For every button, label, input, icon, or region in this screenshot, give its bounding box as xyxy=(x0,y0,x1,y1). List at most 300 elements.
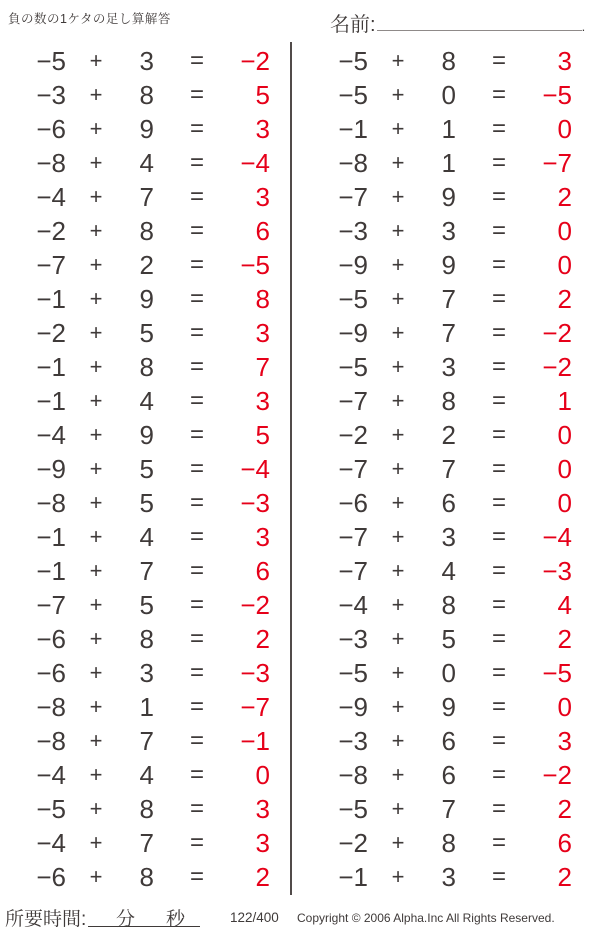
plus-sign: + xyxy=(89,422,103,447)
problem-row xyxy=(8,452,270,486)
operand-1: −1 xyxy=(36,351,66,382)
operand-1: −5 xyxy=(338,351,368,382)
operand-1: −3 xyxy=(338,623,368,654)
equals-sign: = xyxy=(189,421,204,448)
operand-1: −7 xyxy=(338,453,368,484)
operand-1: −9 xyxy=(338,691,368,722)
answer-value: −4 xyxy=(240,147,270,178)
answer-value: 0 xyxy=(557,453,572,484)
plus-sign: + xyxy=(89,252,103,277)
operand-1: −4 xyxy=(36,181,66,212)
name-label: 名前: xyxy=(330,14,376,36)
plus-sign: + xyxy=(391,796,405,821)
plus-sign: + xyxy=(89,830,103,855)
problem-row xyxy=(310,214,572,248)
answer-value: −3 xyxy=(240,487,270,518)
operand-2: 9 xyxy=(139,419,154,450)
name-line-end-dot: . xyxy=(581,19,586,34)
elapsed-time-label: 所要時間: xyxy=(5,909,87,930)
problem-row xyxy=(8,486,270,520)
equals-sign: = xyxy=(491,149,506,176)
operand-1: −6 xyxy=(36,113,66,144)
answer-value: 2 xyxy=(557,623,572,654)
problem-row xyxy=(310,690,572,724)
copyright-notice: Copyright © 2006 Alpha.Inc All Rights Reserved. xyxy=(297,911,555,925)
plus-sign: + xyxy=(391,626,405,651)
operand-2: 1 xyxy=(441,113,456,144)
minutes-label: 分 xyxy=(116,909,136,930)
problem-row xyxy=(8,656,270,690)
equals-sign: = xyxy=(189,863,204,890)
operand-1: −2 xyxy=(36,215,66,246)
operand-1: −3 xyxy=(338,725,368,756)
operand-1: −8 xyxy=(338,147,368,178)
equals-sign: = xyxy=(189,795,204,822)
equals-sign: = xyxy=(189,625,204,652)
operand-2: 1 xyxy=(441,147,456,178)
answer-value: −7 xyxy=(240,691,270,722)
equals-sign: = xyxy=(491,523,506,550)
plus-sign: + xyxy=(89,626,103,651)
operand-1: −5 xyxy=(36,793,66,824)
answer-value: 3 xyxy=(557,45,572,76)
problem-row xyxy=(8,180,270,214)
answer-value: 0 xyxy=(557,215,572,246)
operand-2: 8 xyxy=(441,45,456,76)
operand-1: −7 xyxy=(338,181,368,212)
operand-2: 9 xyxy=(139,113,154,144)
problem-row xyxy=(8,758,270,792)
plus-sign: + xyxy=(391,592,405,617)
page-counter: 122/400 xyxy=(230,910,279,925)
plus-sign: + xyxy=(89,456,103,481)
plus-sign: + xyxy=(391,320,405,345)
answer-value: 2 xyxy=(255,861,270,892)
operand-2: 2 xyxy=(139,249,154,280)
operand-2: 4 xyxy=(139,521,154,552)
operand-2: 3 xyxy=(441,861,456,892)
answer-value: 3 xyxy=(557,725,572,756)
equals-sign: = xyxy=(491,795,506,822)
operand-2: 8 xyxy=(441,827,456,858)
equals-sign: = xyxy=(189,115,204,142)
answer-value: 6 xyxy=(557,827,572,858)
operand-2: 7 xyxy=(441,453,456,484)
problem-row xyxy=(310,622,572,656)
equals-sign: = xyxy=(491,863,506,890)
operand-2: 3 xyxy=(441,521,456,552)
problem-row xyxy=(8,384,270,418)
answer-value: 3 xyxy=(255,793,270,824)
operand-2: 9 xyxy=(441,249,456,280)
operand-2: 5 xyxy=(139,453,154,484)
equals-sign: = xyxy=(491,659,506,686)
operand-2: 5 xyxy=(139,487,154,518)
plus-sign: + xyxy=(89,660,103,685)
operand-1: −8 xyxy=(338,759,368,790)
operand-2: 1 xyxy=(139,691,154,722)
plus-sign: + xyxy=(391,422,405,447)
equals-sign: = xyxy=(491,829,506,856)
column-divider-line xyxy=(290,42,292,895)
plus-sign: + xyxy=(391,524,405,549)
equals-sign: = xyxy=(189,353,204,380)
problem-row xyxy=(310,350,572,384)
equals-sign: = xyxy=(189,251,204,278)
equals-sign: = xyxy=(189,761,204,788)
operand-1: −5 xyxy=(338,657,368,688)
footer xyxy=(0,901,600,933)
equals-sign: = xyxy=(491,285,506,312)
operand-1: −7 xyxy=(338,521,368,552)
problem-row xyxy=(8,622,270,656)
problem-row xyxy=(310,554,572,588)
answer-value: 0 xyxy=(557,249,572,280)
equals-sign: = xyxy=(189,591,204,618)
problem-row xyxy=(310,792,572,826)
equals-sign: = xyxy=(189,455,204,482)
operand-1: −4 xyxy=(36,419,66,450)
operand-2: 8 xyxy=(441,385,456,416)
plus-sign: + xyxy=(391,830,405,855)
problem-row xyxy=(8,146,270,180)
problem-row xyxy=(8,860,270,894)
plus-sign: + xyxy=(89,728,103,753)
plus-sign: + xyxy=(391,558,405,583)
operand-1: −4 xyxy=(36,827,66,858)
operand-2: 4 xyxy=(139,759,154,790)
problem-row xyxy=(8,554,270,588)
problems-column-left xyxy=(8,44,270,894)
operand-2: 0 xyxy=(441,657,456,688)
operand-1: −6 xyxy=(36,657,66,688)
operand-1: −5 xyxy=(338,793,368,824)
operand-2: 2 xyxy=(441,419,456,450)
answer-value: 5 xyxy=(255,419,270,450)
operand-1: −5 xyxy=(338,45,368,76)
problem-row xyxy=(310,452,572,486)
problem-row xyxy=(8,282,270,316)
problem-row xyxy=(8,248,270,282)
operand-2: 6 xyxy=(441,487,456,518)
answer-value: 3 xyxy=(255,113,270,144)
operand-2: 7 xyxy=(441,283,456,314)
answer-value: −7 xyxy=(542,147,572,178)
plus-sign: + xyxy=(89,558,103,583)
answer-value: 2 xyxy=(557,181,572,212)
problem-row xyxy=(8,214,270,248)
answer-value: 2 xyxy=(557,861,572,892)
answer-value: 3 xyxy=(255,317,270,348)
answer-value: 3 xyxy=(255,181,270,212)
problem-row xyxy=(310,78,572,112)
page-title: 負の数の1ケタの足し算解答 xyxy=(8,12,171,26)
equals-sign: = xyxy=(189,659,204,686)
seconds-label: 秒 xyxy=(166,909,186,930)
operand-2: 7 xyxy=(139,181,154,212)
answer-value: −1 xyxy=(240,725,270,756)
operand-1: −1 xyxy=(338,861,368,892)
plus-sign: + xyxy=(391,694,405,719)
problem-row xyxy=(310,316,572,350)
plus-sign: + xyxy=(391,218,405,243)
operand-2: 6 xyxy=(441,725,456,756)
plus-sign: + xyxy=(89,490,103,515)
operand-1: −2 xyxy=(338,419,368,450)
problem-row xyxy=(310,588,572,622)
operand-1: −3 xyxy=(338,215,368,246)
operand-2: 3 xyxy=(139,45,154,76)
plus-sign: + xyxy=(391,660,405,685)
equals-sign: = xyxy=(491,387,506,414)
answer-value: 6 xyxy=(255,555,270,586)
plus-sign: + xyxy=(89,388,103,413)
operand-1: −2 xyxy=(338,827,368,858)
operand-1: −2 xyxy=(36,317,66,348)
plus-sign: + xyxy=(391,286,405,311)
answer-value: −4 xyxy=(240,453,270,484)
operand-1: −8 xyxy=(36,691,66,722)
operand-2: 9 xyxy=(139,283,154,314)
operand-2: 8 xyxy=(139,793,154,824)
plus-sign: + xyxy=(89,762,103,787)
operand-1: −8 xyxy=(36,147,66,178)
equals-sign: = xyxy=(189,285,204,312)
operand-1: −1 xyxy=(36,521,66,552)
operand-1: −4 xyxy=(338,589,368,620)
operand-2: 7 xyxy=(139,827,154,858)
problem-row xyxy=(8,112,270,146)
plus-sign: + xyxy=(391,82,405,107)
answer-value: 3 xyxy=(255,521,270,552)
equals-sign: = xyxy=(491,455,506,482)
problem-row xyxy=(310,860,572,894)
plus-sign: + xyxy=(89,82,103,107)
equals-sign: = xyxy=(189,727,204,754)
answer-value: −2 xyxy=(542,317,572,348)
plus-sign: + xyxy=(391,762,405,787)
operand-2: 8 xyxy=(139,215,154,246)
operand-1: −5 xyxy=(338,283,368,314)
problem-row xyxy=(310,656,572,690)
answer-value: 1 xyxy=(557,385,572,416)
problem-row xyxy=(310,520,572,554)
plus-sign: + xyxy=(391,150,405,175)
operand-2: 6 xyxy=(441,759,456,790)
problem-row xyxy=(310,384,572,418)
equals-sign: = xyxy=(189,183,204,210)
equals-sign: = xyxy=(189,47,204,74)
problem-row xyxy=(8,826,270,860)
answer-value: −2 xyxy=(240,589,270,620)
operand-2: 8 xyxy=(139,861,154,892)
operand-2: 3 xyxy=(441,351,456,382)
equals-sign: = xyxy=(189,149,204,176)
answer-value: −5 xyxy=(542,657,572,688)
equals-sign: = xyxy=(189,829,204,856)
operand-2: 5 xyxy=(139,317,154,348)
equals-sign: = xyxy=(189,557,204,584)
operand-2: 7 xyxy=(139,555,154,586)
problem-row xyxy=(310,724,572,758)
answer-value: −2 xyxy=(240,45,270,76)
equals-sign: = xyxy=(491,591,506,618)
plus-sign: + xyxy=(391,388,405,413)
operand-2: 8 xyxy=(139,351,154,382)
problem-row xyxy=(310,146,572,180)
equals-sign: = xyxy=(491,47,506,74)
plus-sign: + xyxy=(89,864,103,889)
operand-1: −7 xyxy=(36,249,66,280)
equals-sign: = xyxy=(491,183,506,210)
problem-row xyxy=(310,282,572,316)
equals-sign: = xyxy=(491,489,506,516)
answer-value: −2 xyxy=(542,759,572,790)
answer-value: 8 xyxy=(255,283,270,314)
answer-value: 0 xyxy=(557,691,572,722)
answer-value: 0 xyxy=(255,759,270,790)
equals-sign: = xyxy=(189,319,204,346)
problem-row xyxy=(310,44,572,78)
problem-row xyxy=(310,180,572,214)
equals-sign: = xyxy=(189,387,204,414)
problem-row xyxy=(8,78,270,112)
operand-1: −1 xyxy=(36,385,66,416)
operand-1: −9 xyxy=(36,453,66,484)
plus-sign: + xyxy=(89,184,103,209)
plus-sign: + xyxy=(391,490,405,515)
equals-sign: = xyxy=(491,557,506,584)
operand-2: 5 xyxy=(441,623,456,654)
problem-row xyxy=(8,418,270,452)
operand-1: −5 xyxy=(338,79,368,110)
plus-sign: + xyxy=(391,184,405,209)
answer-value: 3 xyxy=(255,827,270,858)
operand-2: 7 xyxy=(441,793,456,824)
plus-sign: + xyxy=(89,524,103,549)
problem-row xyxy=(310,758,572,792)
answer-value: 0 xyxy=(557,487,572,518)
problem-row xyxy=(310,248,572,282)
plus-sign: + xyxy=(89,48,103,73)
equals-sign: = xyxy=(491,81,506,108)
problem-row xyxy=(8,588,270,622)
equals-sign: = xyxy=(189,217,204,244)
plus-sign: + xyxy=(391,456,405,481)
problem-row xyxy=(8,690,270,724)
operand-1: −7 xyxy=(338,385,368,416)
equals-sign: = xyxy=(189,81,204,108)
operand-1: −9 xyxy=(338,317,368,348)
plus-sign: + xyxy=(89,116,103,141)
operand-2: 5 xyxy=(139,589,154,620)
plus-sign: + xyxy=(391,252,405,277)
plus-sign: + xyxy=(89,286,103,311)
operand-1: −8 xyxy=(36,487,66,518)
name-field xyxy=(330,8,585,37)
answer-value: 2 xyxy=(557,793,572,824)
plus-sign: + xyxy=(391,728,405,753)
equals-sign: = xyxy=(491,353,506,380)
operand-2: 4 xyxy=(139,147,154,178)
problem-row xyxy=(8,520,270,554)
operand-2: 8 xyxy=(139,623,154,654)
operand-1: −7 xyxy=(36,589,66,620)
plus-sign: + xyxy=(391,354,405,379)
equals-sign: = xyxy=(491,319,506,346)
operand-1: −6 xyxy=(338,487,368,518)
operand-1: −4 xyxy=(36,759,66,790)
plus-sign: + xyxy=(89,694,103,719)
problem-row xyxy=(310,112,572,146)
answer-value: −5 xyxy=(240,249,270,280)
operand-1: −1 xyxy=(36,283,66,314)
operand-1: −5 xyxy=(36,45,66,76)
equals-sign: = xyxy=(189,523,204,550)
equals-sign: = xyxy=(491,761,506,788)
plus-sign: + xyxy=(89,592,103,617)
problem-row xyxy=(310,486,572,520)
operand-2: 3 xyxy=(441,215,456,246)
answer-value: 6 xyxy=(255,215,270,246)
answer-value: −4 xyxy=(542,521,572,552)
operand-1: −1 xyxy=(36,555,66,586)
plus-sign: + xyxy=(391,48,405,73)
problem-row xyxy=(8,792,270,826)
answer-value: −3 xyxy=(542,555,572,586)
equals-sign: = xyxy=(189,489,204,516)
operand-2: 8 xyxy=(139,79,154,110)
answer-value: 2 xyxy=(255,623,270,654)
plus-sign: + xyxy=(89,150,103,175)
operand-2: 7 xyxy=(139,725,154,756)
plus-sign: + xyxy=(89,354,103,379)
operand-2: 0 xyxy=(441,79,456,110)
plus-sign: + xyxy=(391,116,405,141)
answer-value: 0 xyxy=(557,419,572,450)
plus-sign: + xyxy=(89,320,103,345)
answer-value: 0 xyxy=(557,113,572,144)
equals-sign: = xyxy=(491,625,506,652)
problem-row xyxy=(8,316,270,350)
equals-sign: = xyxy=(491,251,506,278)
problems-column-right xyxy=(310,44,572,894)
operand-2: 9 xyxy=(441,181,456,212)
answer-value: 5 xyxy=(255,79,270,110)
answer-value: 3 xyxy=(255,385,270,416)
problem-row xyxy=(8,44,270,78)
operand-1: −7 xyxy=(338,555,368,586)
answer-value: −3 xyxy=(240,657,270,688)
equals-sign: = xyxy=(491,421,506,448)
problem-row xyxy=(310,826,572,860)
name-input-line[interactable] xyxy=(377,10,582,31)
operand-1: −8 xyxy=(36,725,66,756)
elapsed-time-input-line[interactable] xyxy=(88,904,200,930)
equals-sign: = xyxy=(491,693,506,720)
operand-1: −6 xyxy=(36,623,66,654)
answer-value: −5 xyxy=(542,79,572,110)
equals-sign: = xyxy=(491,115,506,142)
answer-value: 4 xyxy=(557,589,572,620)
operand-1: −3 xyxy=(36,79,66,110)
answer-value: −2 xyxy=(542,351,572,382)
problem-row xyxy=(310,418,572,452)
problem-row xyxy=(8,350,270,384)
operand-1: −6 xyxy=(36,861,66,892)
plus-sign: + xyxy=(89,218,103,243)
operand-2: 9 xyxy=(441,691,456,722)
